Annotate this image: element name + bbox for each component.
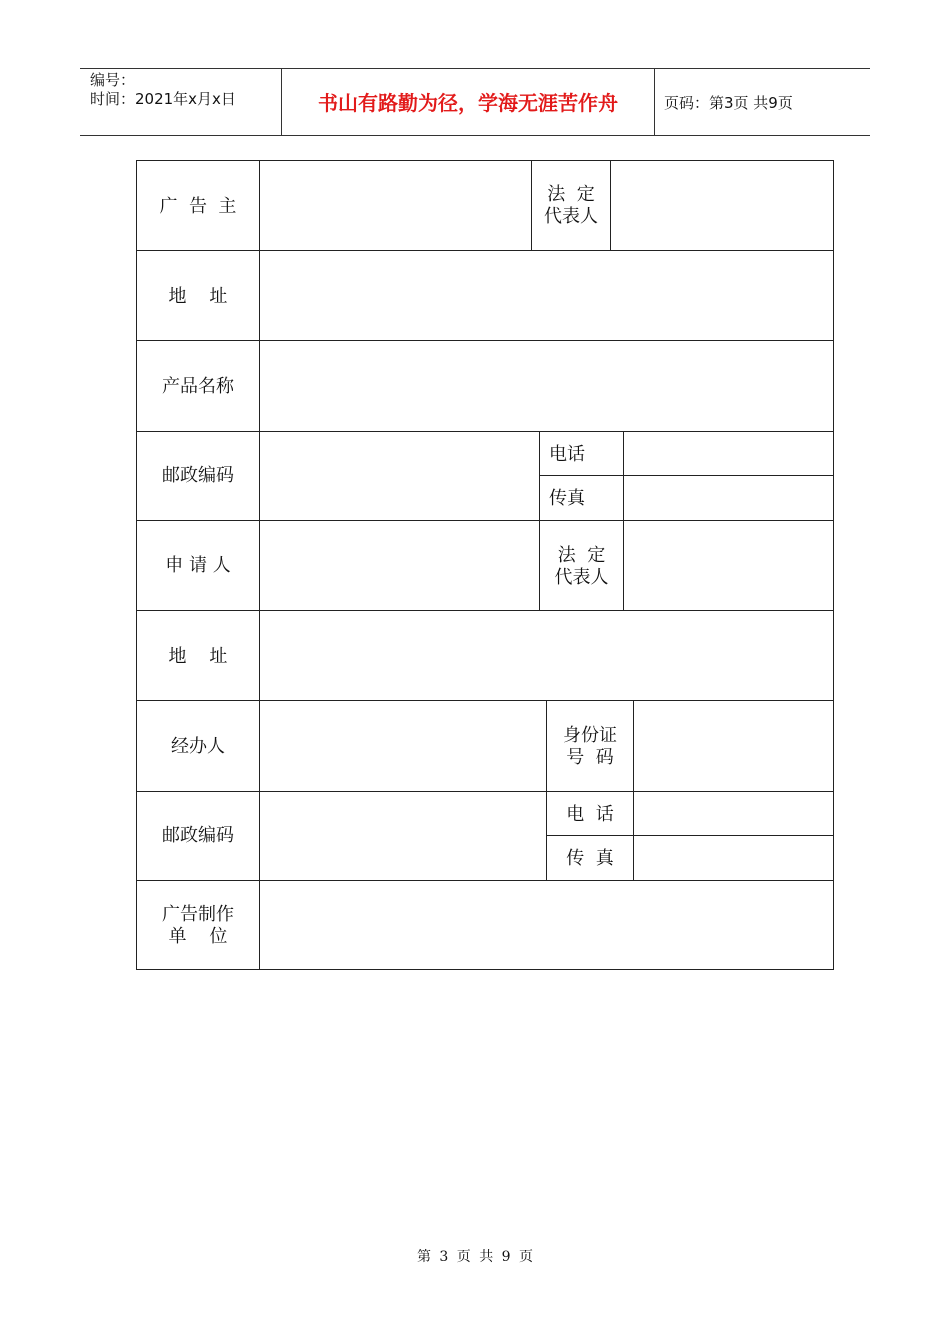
- row-divider: [136, 250, 834, 251]
- legal-rep-label-line1: 法 定: [547, 184, 595, 205]
- applicant-phone-label: 电 话: [566, 804, 614, 825]
- sub-row-divider: [539, 475, 834, 476]
- applicant-label: 申 请 人: [165, 555, 231, 576]
- phone-label: 电话: [549, 444, 585, 465]
- sub-row-divider: [546, 835, 834, 836]
- applicant-legal-rep-line1: 法 定: [557, 545, 606, 566]
- slogan: 书山有路勤为径，学海无涯苦作舟: [318, 91, 618, 115]
- cell-divider: [633, 700, 634, 791]
- applicant-fax-label: 传 真: [566, 848, 614, 869]
- page-info: 页码：第3页 共9页: [664, 94, 793, 112]
- postal-code-label: 邮政编码: [162, 465, 234, 486]
- fax-label: 传真: [549, 488, 585, 509]
- handler-label: 经办人: [171, 736, 225, 757]
- row-divider: [136, 431, 834, 432]
- page-footer: 第 3 页 共 9 页: [416, 1249, 534, 1265]
- serial-number-label: 编号：: [90, 71, 136, 89]
- legal-rep-label-line2: 代表人: [544, 206, 598, 227]
- advertiser-label: 广 告 主: [159, 196, 237, 217]
- advertiser-address-label: 地 址: [168, 286, 228, 307]
- cell-divider: [610, 160, 611, 250]
- time-label: 时间：2021年x月x日: [90, 90, 236, 108]
- cell-divider: [623, 520, 624, 610]
- label-column-divider: [259, 160, 260, 970]
- ad-producer-label-line1: 广告制作: [162, 904, 234, 925]
- form-border-right: [833, 160, 834, 970]
- row-divider: [136, 610, 834, 611]
- row-divider: [136, 791, 834, 792]
- row-divider: [136, 520, 834, 521]
- applicant-legal-rep-line2: 代表人: [554, 567, 609, 588]
- row-divider: [136, 880, 834, 881]
- form-border-top: [136, 160, 834, 161]
- ad-producer-label-line2: 单 位: [168, 926, 228, 947]
- applicant-address-label: 地 址: [168, 646, 228, 667]
- id-number-label-line2: 号 码: [566, 747, 614, 768]
- row-divider: [136, 700, 834, 701]
- form-border-bottom: [136, 969, 834, 970]
- row-divider: [136, 340, 834, 341]
- product-name-label: 产品名称: [162, 376, 234, 397]
- applicant-postal-code-label: 邮政编码: [162, 825, 234, 846]
- id-number-label-line1: 身份证: [563, 725, 617, 746]
